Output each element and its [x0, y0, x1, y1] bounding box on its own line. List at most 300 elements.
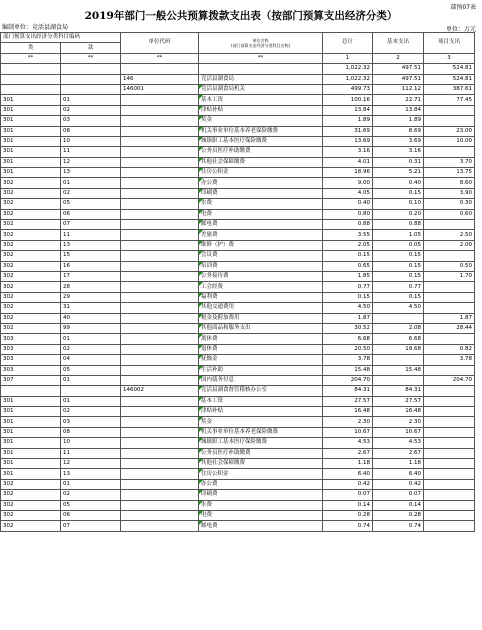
project-cell: [424, 438, 475, 448]
unit-code-cell: [121, 417, 199, 427]
kuan-cell: 04: [61, 355, 121, 365]
table-row: [1, 178, 475, 188]
total-cell: 0.42: [323, 479, 373, 489]
unit-name-cell: 离休费: [199, 334, 323, 344]
basic-cell: 0.88: [373, 220, 424, 230]
table-row: [1, 459, 475, 469]
total-cell: 0.40: [323, 199, 373, 209]
kuan-cell: 13: [61, 168, 121, 178]
total-cell: 4.01: [323, 157, 373, 167]
unit-name-cell: 奖金: [199, 116, 323, 126]
unit-code-cell: [121, 126, 199, 136]
total-cell: 3.78: [323, 355, 373, 365]
lei-cell: 303: [1, 355, 61, 365]
table-row: [1, 303, 475, 313]
lei-cell: 302: [1, 303, 61, 313]
lei-cell: 302: [1, 240, 61, 250]
unit-name-cell: 基本工资: [199, 95, 323, 105]
page-title: 2019年部门一般公共预算拨款支出表（按部门预算支出经济分类）: [84, 10, 398, 22]
unit-name-cell: 生活补助: [199, 365, 323, 375]
basic-cell: 0.15: [373, 251, 424, 261]
table-row: [1, 240, 475, 250]
unit-code-cell: [121, 271, 199, 281]
project-cell: 0.50: [424, 261, 475, 271]
table-row: [1, 64, 475, 74]
lei-cell: 303: [1, 344, 61, 354]
project-cell: 8.60: [424, 178, 475, 188]
table-row: [1, 230, 475, 240]
project-cell: [424, 521, 475, 531]
kuan-cell: 08: [61, 126, 121, 136]
lei-cell: 301: [1, 126, 61, 136]
mark-cell: **: [61, 53, 121, 63]
unit-code-cell: [121, 188, 199, 198]
lei-cell: [1, 74, 61, 84]
lei-cell: 302: [1, 251, 61, 261]
total-cell: 0.88: [323, 220, 373, 230]
form-number: 部预07表: [450, 4, 476, 11]
table-row: [1, 282, 475, 292]
lei-cell: 302: [1, 313, 61, 323]
kuan-cell: 03: [61, 417, 121, 427]
unit-name-cell: 津贴补贴: [199, 105, 323, 115]
basic-cell: 3.16: [373, 147, 424, 157]
basic-cell: 0.42: [373, 479, 424, 489]
basic-cell: 6.40: [373, 469, 424, 479]
money-unit: 单位：万元: [445, 26, 476, 33]
unit-name-cell: 机关事业单位基本养老保险缴费: [199, 427, 323, 437]
lei-cell: 302: [1, 521, 61, 531]
unit-code-cell: [121, 500, 199, 510]
kuan-cell: 28: [61, 282, 121, 292]
unit-code-cell: [121, 282, 199, 292]
basic-cell: [373, 375, 424, 385]
project-cell: [424, 417, 475, 427]
kuan-cell: 01: [61, 479, 121, 489]
total-cell: 204.70: [323, 375, 373, 385]
basic-cell: 1.18: [373, 459, 424, 469]
table-row: [1, 365, 475, 375]
lei-cell: 302: [1, 220, 61, 230]
total-cell: 0.65: [323, 261, 373, 271]
unit-code-cell: [121, 157, 199, 167]
project-cell: 3.78: [424, 355, 475, 365]
total-cell: 0.77: [323, 282, 373, 292]
lei-cell: 302: [1, 209, 61, 219]
basic-cell: [373, 355, 424, 365]
unit-name-cell: 机关事业单位基本养老保险缴费: [199, 126, 323, 136]
unit-code-cell: [121, 251, 199, 261]
total-cell: 100.16: [323, 95, 373, 105]
table-row: [1, 168, 475, 178]
total-cell: 0.80: [323, 209, 373, 219]
basic-cell: 16.48: [373, 407, 424, 417]
unit-code-cell: 146001: [121, 84, 199, 94]
table-row: [1, 510, 475, 520]
unit-name-cell: 国内债务付息: [199, 375, 323, 385]
table-row: [1, 334, 475, 344]
table-row: [1, 313, 475, 323]
project-cell: 524.81: [424, 64, 475, 74]
lei-cell: 303: [1, 334, 61, 344]
unit-name-cell: 退休费: [199, 344, 323, 354]
basic-cell: 0.05: [373, 240, 424, 250]
unit-name-cell: 其他社会保障缴费: [199, 459, 323, 469]
unit-code-cell: [121, 355, 199, 365]
unit-code-cell: [121, 105, 199, 115]
table-row: [1, 427, 475, 437]
unit-name-cell: 电费: [199, 209, 323, 219]
unit-name-cell: 城镇职工基本医疗保险缴费: [199, 438, 323, 448]
basic-cell: 497.51: [373, 74, 424, 84]
unit-code-cell: [121, 490, 199, 500]
project-cell: [424, 303, 475, 313]
unit-name-cell: 印刷费: [199, 188, 323, 198]
kuan-cell: 29: [61, 292, 121, 302]
project-cell: 204.70: [424, 375, 475, 385]
table-row: [1, 292, 475, 302]
basic-header: 基本支出: [373, 33, 424, 54]
basic-cell: 2.30: [373, 417, 424, 427]
table-row: [1, 116, 475, 126]
lei-cell: 302: [1, 510, 61, 520]
total-cell: 84.31: [323, 386, 373, 396]
table-row: [1, 521, 475, 531]
lei-cell: 301: [1, 417, 61, 427]
basic-cell: 0.14: [373, 500, 424, 510]
lei-cell: 301: [1, 427, 61, 437]
unit-code-cell: [121, 407, 199, 417]
kuan-cell: 01: [61, 334, 121, 344]
project-cell: [424, 105, 475, 115]
unit-code-cell: [121, 116, 199, 126]
mark-cell: 3: [424, 53, 475, 63]
table-row: [1, 407, 475, 417]
project-cell: [424, 479, 475, 489]
project-cell: 13.75: [424, 168, 475, 178]
unit-name-cell: 办公费: [199, 178, 323, 188]
basic-cell: 3.69: [373, 136, 424, 146]
basic-cell: 0.20: [373, 209, 424, 219]
total-cell: 10.67: [323, 427, 373, 437]
total-cell: 6.68: [323, 334, 373, 344]
project-cell: 0.82: [424, 344, 475, 354]
basic-cell: 4.53: [373, 438, 424, 448]
unit-code-cell: [121, 334, 199, 344]
unit-code-cell: [121, 396, 199, 406]
unit-name-cell: 竞活县湖食局: [199, 74, 323, 84]
project-header: 项目支出: [424, 33, 475, 54]
unit-name-cell: 其他社会保障缴费: [199, 157, 323, 167]
basic-cell: 19.68: [373, 344, 424, 354]
table-row: [1, 74, 475, 84]
unit-name-header-sub: (部门预算支出经济分类科目名称): [230, 42, 291, 48]
total-cell: 2.67: [323, 448, 373, 458]
project-cell: [424, 500, 475, 510]
kuan-cell: 13: [61, 240, 121, 250]
table-row: [1, 147, 475, 157]
basic-cell: 0.74: [373, 521, 424, 531]
kuan-cell: [61, 74, 121, 84]
kuan-cell: 01: [61, 375, 121, 385]
unit-code-cell: [121, 438, 199, 448]
unit-code-cell: [121, 313, 199, 323]
lei-cell: 307: [1, 375, 61, 385]
basic-cell: 0.15: [373, 188, 424, 198]
lei-cell: 301: [1, 448, 61, 458]
lei-cell: 301: [1, 438, 61, 448]
unit-code-cell: [121, 178, 199, 188]
kuan-cell: 05: [61, 365, 121, 375]
kuan-cell: [61, 386, 121, 396]
kuan-cell: 03: [61, 116, 121, 126]
basic-cell: 0.31: [373, 157, 424, 167]
kuan-cell: 10: [61, 438, 121, 448]
project-cell: [424, 386, 475, 396]
mark-cell: 2: [373, 53, 424, 63]
unit-code-cell: [121, 427, 199, 437]
kuan-cell: 11: [61, 230, 121, 240]
table-row: [1, 448, 475, 458]
unit-code-cell: 146002: [121, 386, 199, 396]
project-cell: 28.44: [424, 323, 475, 333]
table-row: [1, 251, 475, 261]
basic-cell: 2.67: [373, 448, 424, 458]
kuan-cell: 12: [61, 157, 121, 167]
project-cell: [424, 469, 475, 479]
unit-name-cell: 其他交通费用: [199, 303, 323, 313]
lei-cell: 301: [1, 396, 61, 406]
unit-code-cell: 146: [121, 74, 199, 84]
unit-code-cell: [121, 365, 199, 375]
basic-cell: 497.51: [373, 64, 424, 74]
total-cell: 1,022.32: [323, 64, 373, 74]
table-row: [1, 105, 475, 115]
table-row: [1, 500, 475, 510]
kuan-cell: 31: [61, 303, 121, 313]
basic-cell: 0.07: [373, 490, 424, 500]
project-cell: [424, 365, 475, 375]
table-row: [1, 417, 475, 427]
unit-name-cell: 津贴补贴: [199, 407, 323, 417]
unit-name-cell: 公务员医疗补助缴费: [199, 448, 323, 458]
total-cell: 0.07: [323, 490, 373, 500]
basic-cell: 1.89: [373, 116, 424, 126]
unit-code-cell: [121, 220, 199, 230]
project-cell: [424, 292, 475, 302]
unit-name-cell: 培训费: [199, 261, 323, 271]
total-cell: 13.84: [323, 105, 373, 115]
lei-cell: 301: [1, 407, 61, 417]
project-cell: 0.30: [424, 199, 475, 209]
total-cell: 1.89: [323, 116, 373, 126]
unit-code-cell: [121, 230, 199, 240]
lei-cell: 302: [1, 178, 61, 188]
unit-code-cell: [121, 479, 199, 489]
unit-name-cell: 基本工资: [199, 396, 323, 406]
project-cell: [424, 334, 475, 344]
table-row: [1, 375, 475, 385]
total-header: 总计: [323, 33, 373, 54]
total-cell: 0.28: [323, 510, 373, 520]
unit-code-cell: [121, 261, 199, 271]
total-cell: 1.85: [323, 271, 373, 281]
unit-code-cell: [121, 510, 199, 520]
kuan-cell: 15: [61, 251, 121, 261]
unit-code-cell: [121, 375, 199, 385]
unit-name-cell: 住房公积金: [199, 469, 323, 479]
basic-cell: 112.12: [373, 84, 424, 94]
table-row: [1, 136, 475, 146]
unit-code-cell: [121, 64, 199, 74]
lei-cell: 302: [1, 199, 61, 209]
basic-cell: 22.71: [373, 95, 424, 105]
table-row: [1, 199, 475, 209]
unit-code-cell: [121, 344, 199, 354]
unit-code-cell: [121, 136, 199, 146]
project-cell: [424, 459, 475, 469]
basic-cell: 27.57: [373, 396, 424, 406]
total-cell: 2.30: [323, 417, 373, 427]
kuan-cell: 05: [61, 199, 121, 209]
kuan-cell: 16: [61, 261, 121, 271]
kuan-cell: 08: [61, 427, 121, 437]
table-row: [1, 323, 475, 333]
lei-cell: 301: [1, 157, 61, 167]
project-cell: 2.00: [424, 240, 475, 250]
table-row: [1, 95, 475, 105]
lei-cell: 303: [1, 365, 61, 375]
total-cell: 0.15: [323, 292, 373, 302]
unit-code-cell: [121, 95, 199, 105]
unit-label: 编制单位：竞活县湖食局: [2, 24, 69, 31]
table-row: [1, 490, 475, 500]
basic-cell: 0.10: [373, 199, 424, 209]
kuan-cell: 07: [61, 220, 121, 230]
unit-code-cell: [121, 209, 199, 219]
unit-name-cell: 竞活县湖食局机关: [199, 84, 323, 94]
kuan-cell: 02: [61, 407, 121, 417]
total-cell: 15.48: [323, 365, 373, 375]
project-cell: [424, 448, 475, 458]
project-cell: [424, 220, 475, 230]
basic-cell: 13.84: [373, 105, 424, 115]
total-cell: 4.05: [323, 188, 373, 198]
kuan-cell: 06: [61, 209, 121, 219]
unit-name-cell: 其他商品和服务支出: [199, 323, 323, 333]
total-cell: 4.50: [323, 303, 373, 313]
project-cell: [424, 396, 475, 406]
unit-name-cell: 抚恤金: [199, 355, 323, 365]
total-cell: 30.52: [323, 323, 373, 333]
lei-cell: [1, 84, 61, 94]
unit-code-cell: [121, 469, 199, 479]
unit-name-cell: 住房公积金: [199, 168, 323, 178]
kuan-cell: 05: [61, 500, 121, 510]
project-cell: [424, 407, 475, 417]
lei-cell: 301: [1, 168, 61, 178]
table-row: [1, 355, 475, 365]
unit-name-cell: 公务接待费: [199, 271, 323, 281]
lei-cell: 302: [1, 230, 61, 240]
project-cell: [424, 490, 475, 500]
project-cell: 3.70: [424, 157, 475, 167]
kuan-cell: 12: [61, 459, 121, 469]
lei-cell: 302: [1, 188, 61, 198]
total-cell: 4.53: [323, 438, 373, 448]
project-cell: 23.00: [424, 126, 475, 136]
unit-name-header-title: 单位名称: [252, 37, 269, 43]
lei-cell: 302: [1, 323, 61, 333]
unit-name-cell: 差旅费: [199, 230, 323, 240]
table-row: [1, 84, 475, 94]
lei-cell: 301: [1, 116, 61, 126]
table-row: [1, 261, 475, 271]
basic-cell: 0.15: [373, 261, 424, 271]
lei-cell: 301: [1, 105, 61, 115]
kuan-cell: 17: [61, 271, 121, 281]
lei-cell: 301: [1, 459, 61, 469]
total-cell: 2.05: [323, 240, 373, 250]
project-cell: 387.61: [424, 84, 475, 94]
basic-cell: 0.40: [373, 178, 424, 188]
lei-cell: 302: [1, 261, 61, 271]
project-cell: 0.60: [424, 209, 475, 219]
project-cell: [424, 116, 475, 126]
kuan-cell: 40: [61, 313, 121, 323]
table-row: [1, 220, 475, 230]
unit-name-cell: 工会经费: [199, 282, 323, 292]
table-row: [1, 188, 475, 198]
project-cell: [424, 510, 475, 520]
project-cell: 1.87: [424, 313, 475, 323]
basic-cell: 0.77: [373, 282, 424, 292]
mark-cell: 1: [323, 53, 373, 63]
lei-cell: 302: [1, 292, 61, 302]
lei-cell: 301: [1, 136, 61, 146]
unit-name-cell: 福利费: [199, 292, 323, 302]
unit-name-cell: 城镇职工基本医疗保险缴费: [199, 136, 323, 146]
kuan-cell: 01: [61, 178, 121, 188]
kuan-cell: 02: [61, 188, 121, 198]
unit-name-cell: 公务员医疗补助缴费: [199, 147, 323, 157]
project-cell: [424, 147, 475, 157]
table-row: [1, 157, 475, 167]
kuan-cell: 01: [61, 396, 121, 406]
mark-cell: **: [1, 53, 61, 63]
table-row: [1, 209, 475, 219]
kuan-cell: 99: [61, 323, 121, 333]
total-cell: 31.69: [323, 126, 373, 136]
total-cell: 20.50: [323, 344, 373, 354]
unit-code-cell: [121, 168, 199, 178]
unit-code-cell: [121, 521, 199, 531]
project-cell: 3.90: [424, 188, 475, 198]
basic-cell: 15.48: [373, 365, 424, 375]
total-cell: 3.55: [323, 230, 373, 240]
unit-name-cell: 维修（护）费: [199, 240, 323, 250]
unit-name-cell: 办公费: [199, 479, 323, 489]
basic-cell: 0.15: [373, 271, 424, 281]
unit-code-header: 单位代码: [121, 33, 199, 54]
basic-cell: 5.21: [373, 168, 424, 178]
kuan-cell: [61, 84, 121, 94]
unit-name-cell: 水费: [199, 500, 323, 510]
unit-name-cell: 邮电费: [199, 220, 323, 230]
unit-code-cell: [121, 147, 199, 157]
total-cell: 1.18: [323, 459, 373, 469]
unit-name-cell: 邮电费: [199, 521, 323, 531]
